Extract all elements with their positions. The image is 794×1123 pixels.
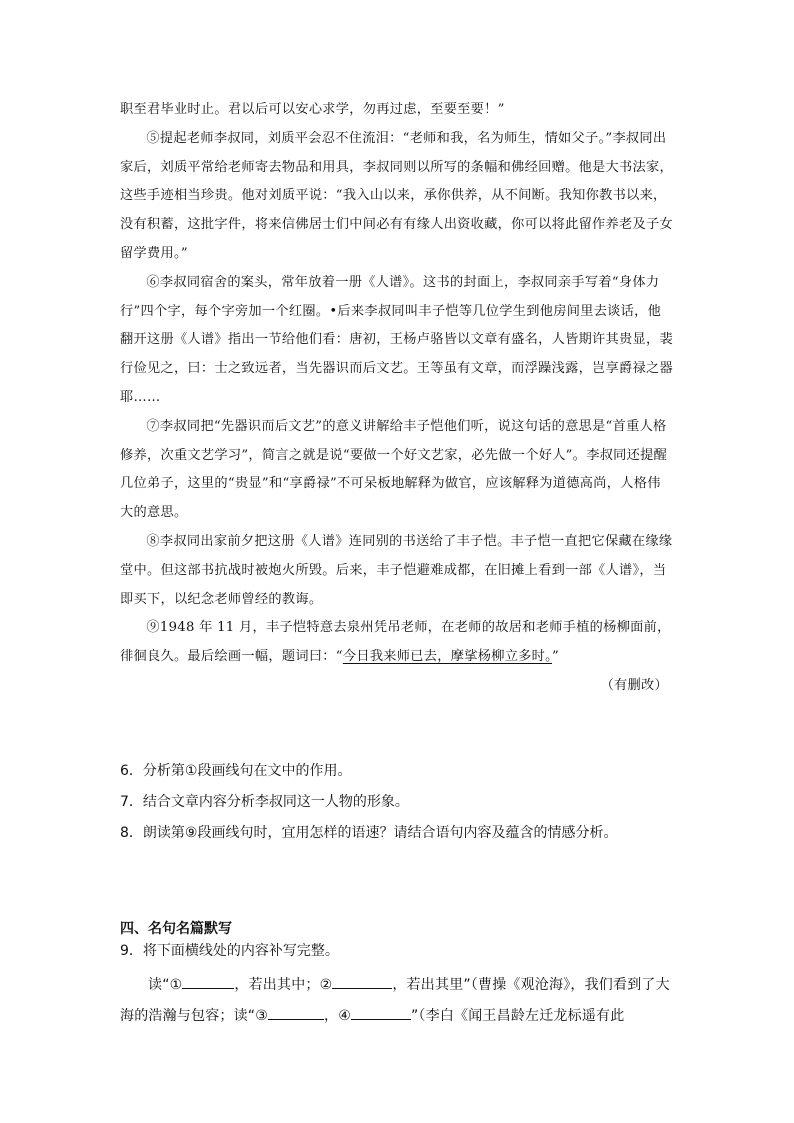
blank-4[interactable] <box>351 1004 411 1020</box>
blank-1[interactable] <box>182 973 234 989</box>
blank-3[interactable] <box>268 1004 324 1020</box>
section-title: 四、名句名篇默写 <box>120 921 232 937</box>
closing-quote: ” <box>552 649 560 665</box>
paragraph-9 <box>120 614 674 672</box>
fill-text-2: ，若出其中；② <box>234 977 333 993</box>
blank-2[interactable] <box>332 973 392 989</box>
question-7: 7．结合文章内容分析李叔同这一人物的形象。 <box>120 794 409 810</box>
paragraph-5: ⑤提起老师李叔同，刘质平会忍不住流泪：“老师和我，名为师生，情如父子。”李叔同出家后，刘质平常给老师寄去物品和用具，李叔同则以所写的条幅和佛经回赠。他是大书法家，这些手迹相当珍贵。他对刘质平说：“我入山以来，承你供养，从不间断。我知你教书以来，没有积蓄，这批字件，将来信佛居士们中间必有有缘人出资收藏，你可以将此留作养老及子女留学费用。” <box>120 130 673 261</box>
question-list <box>120 756 680 849</box>
question-8: 8．朗读第⑨段画线句时，宜用怎样的语速？请结合语句内容及蕴含的情感分析。 <box>120 825 618 841</box>
fill-text-4: ，④ <box>324 1008 351 1024</box>
source-note: （有删改） <box>600 677 668 693</box>
paragraph-4-tail: 职至君毕业时止。君以后可以安心求学，勿再过虑，至要至要！” <box>120 102 505 117</box>
fill-text-1: 读“① <box>148 977 183 993</box>
fill-text-5: ”（李白《闻王昌龄左迁龙标遥有此 <box>410 1008 625 1024</box>
underlined-sentence: 今日我来师已去，摩挲杨柳立多时。 <box>342 649 553 665</box>
fill-text-3: ，若出其里”（曹操《观沧海》，我们看到了大海的浩瀚与包容；读“③ <box>120 977 670 1024</box>
section-4 <box>120 918 680 1032</box>
paragraph-7: ⑦李叔同把“先器识而后文艺”的意义讲解给丰子恺他们听，说这句话的意思是“首重人格修养，次重文艺学习”，简言之就是说“要做一个好文艺家，必先做一个好人”。李叔同还提醒几位弟子，这里的“贵显”和“享爵禄”不可呆板地解释为做官，应该解释为道德高尚，人格伟大的意思。 <box>120 418 668 521</box>
reading-passage <box>120 96 674 701</box>
paragraph-6: ⑥李叔同宿舍的案头，常年放着一册《人谱》。这书的封面上，李叔同亲手写着“身体力行”四个字，每个字旁加一个红圈。•后来李叔同叫丰子恺等几位学生到他房间里去谈话，他翻开这册《人谱》指出一节给他们看：唐初，王杨卢骆皆以文章有盛名，人皆期许其贵显，裴行俭见之，曰：士之致远者，当先器识而后文艺。王等虽有文章，而浮躁浅露，岂享爵禄之器耶…… <box>120 274 673 405</box>
question-6: 6．分析第①段画线句在文中的作用。 <box>120 763 352 779</box>
question-9: 9．将下面横线处的内容补写完整。 <box>120 943 339 959</box>
paragraph-9-text: ⑨1948 年 11 月，丰子恺特意去泉州凭吊老师，在老师的故居和老师手植的杨柳面前，徘徊良久。最后绘画一幅，题词曰：“ <box>120 620 671 665</box>
fill-in-prompt <box>120 970 680 1032</box>
paragraph-8: ⑧李叔同出家前夕把这册《人谱》连同别的书送给了丰子恺。丰子恺一直把它保藏在缘缘堂中。但这部书抗战时被炮火所毁。后来，丰子恺避难成都，在旧摊上看到一部《人谱》，当即买下，以纪念老师曾经的教诲。 <box>120 533 673 607</box>
